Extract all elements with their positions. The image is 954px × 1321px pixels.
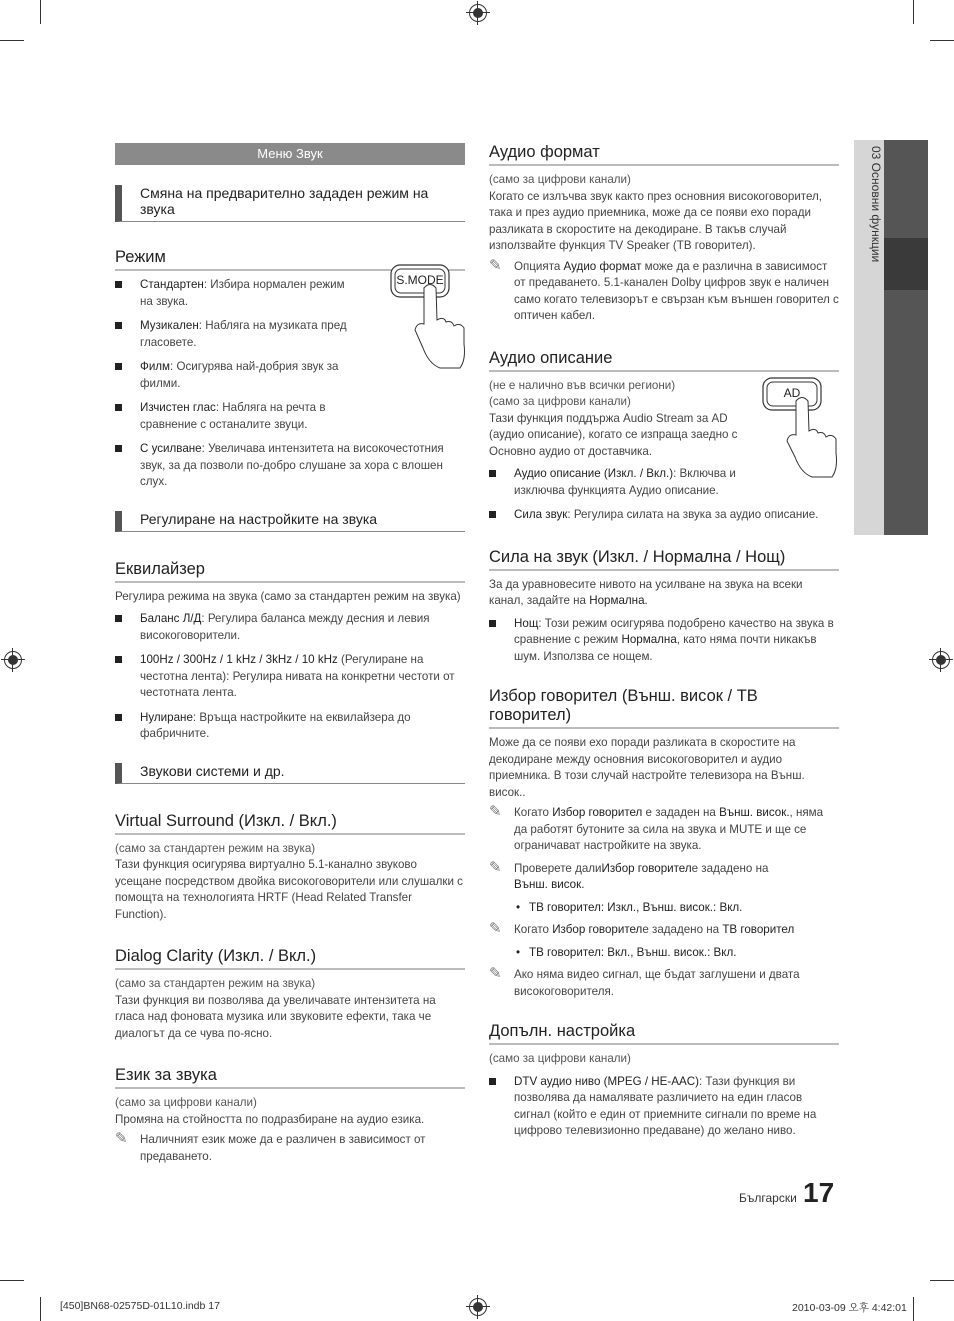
section-desc: Тази функция ви позволява да увеличавате интензитета на гласа над фоновата музика или звуковите ефекти, така че диалогът да се чува по-ясно. xyxy=(115,993,436,1040)
memo-note: ✎ Когато Избор говорителе зададено на ТВ говорител xyxy=(489,920,795,937)
subheading: Регулиране на настройките на звука xyxy=(115,511,465,532)
section-additional-settings xyxy=(489,1022,839,1140)
footer-language: Български xyxy=(739,1191,797,1205)
section-note: (само за цифрови канали) xyxy=(115,1096,257,1109)
crop-mark xyxy=(40,0,41,24)
list-item: 100Hz / 300Hz / 1 kHz / 3kHz / 10 kHz (Регулиране на честотна лента): Регулира нивата на конкретни честоти от честотната лента. xyxy=(115,652,465,702)
menu-title-bar: Меню Звук xyxy=(115,143,465,165)
section-audio-description xyxy=(489,349,839,524)
ad-button-illustration xyxy=(762,377,842,482)
eq-list xyxy=(115,611,465,743)
section-title: Език за звука xyxy=(115,1066,465,1089)
crop-mark xyxy=(913,1297,914,1321)
section-volume xyxy=(489,548,839,666)
section-audio-language xyxy=(115,1066,465,1165)
section-note: (само за стандартен режим на звука) xyxy=(115,841,316,855)
crop-mark xyxy=(913,0,914,24)
section-title: Избор говорител (Външ. висок / ТВ говорител) xyxy=(489,687,839,729)
section-title: Аудио описание xyxy=(489,349,839,372)
section-note: (само за цифрови канали) xyxy=(489,1052,631,1065)
subheading: Звукови системи и др. xyxy=(115,763,465,784)
smode-button-illustration xyxy=(390,264,470,374)
chapter-tab-dark xyxy=(884,140,928,535)
smode-label: S.MODE xyxy=(396,273,444,287)
list-item: Сила звук: Регулира силата на звука за аудио описание. xyxy=(489,507,839,524)
left-column xyxy=(115,143,465,1185)
registration-mark-icon xyxy=(932,651,950,669)
mode-list-wide xyxy=(115,441,465,491)
list-item: Музикален: Набляга на музиката пред гласовете. xyxy=(115,318,360,351)
page-number: 17 xyxy=(803,1177,835,1208)
list-item: Нощ: Този режим осигурява подобрено качество на звука в сравнение с режим Нормална, като няма почти никакъв шум. Използва се нощем. xyxy=(489,616,839,666)
section-title: Еквилайзер xyxy=(115,560,465,583)
crop-mark xyxy=(0,40,24,41)
list-item: С усилване: Увеличава интензитета на високочестотния звук, за да позволи по-добро слушане за хора с влошен слух. xyxy=(115,441,465,491)
right-column xyxy=(489,143,839,1160)
footer-date: 2010-03-09 오후 4:42:01 xyxy=(792,1302,907,1314)
list-item: Филм: Осигурява най-добрия звук за филми. xyxy=(115,359,360,392)
section-dialog-clarity xyxy=(115,947,465,1042)
list-item: Баланс Л/Д: Регулира баланса между десния и левия високоговорители. xyxy=(115,611,465,644)
crop-mark xyxy=(930,40,954,41)
list-item: Нулиране: Връща настройките на еквилайзера до фабричните. xyxy=(115,710,465,743)
memo-icon: ✎ xyxy=(489,803,502,820)
section-title: Virtual Surround (Изкл. / Вкл.) xyxy=(115,812,465,835)
ad-intro xyxy=(489,378,754,461)
section-desc: Тази функция осигурява виртуално 5.1-канално звуково усещане посредством двойка високоговорители или слушалки с помощта на технологията HRTF (Head Related Transfer Function). xyxy=(115,858,463,921)
memo-note: ✎ Наличният език може да е различен в зависимост от предаването. xyxy=(115,1130,426,1163)
section-equalizer xyxy=(115,560,465,743)
memo-note: ✎ Опцията Аудио формат може да е различна в зависимост от предаването. 5.1-канален Dolby цифров звук е наличен само когато телевизорът е свързан към външен говорител с оптичен кабел. xyxy=(489,256,839,322)
memo-icon: ✎ xyxy=(489,965,502,982)
crop-mark xyxy=(930,1280,954,1281)
registration-mark-icon xyxy=(469,1298,487,1316)
section-title: Аудио формат xyxy=(489,143,839,166)
memo-note: ✎ Проверете далиИзбор говорителе зададено на Външ. висок. xyxy=(489,858,769,891)
registration-mark-icon xyxy=(4,651,22,669)
memo-note: ✎ Ако няма видео сигнал, ще бъдат заглушени и двата високоговорителя. xyxy=(489,965,800,998)
memo-icon: ✎ xyxy=(489,256,502,274)
add-list xyxy=(489,1074,839,1140)
mode-list xyxy=(115,277,360,433)
section-title: Режим xyxy=(115,248,465,271)
section-note: (само за стандартен режим на звука) xyxy=(115,977,316,990)
bullet-item: • ТВ говорител: Изкл., Външ. висок.: Вкл. xyxy=(489,900,839,917)
section-mode xyxy=(115,248,465,491)
registration-mark-icon xyxy=(469,4,487,22)
list-item: Аудио описание (Изкл. / Вкл.): Включва и изключва функцията Аудио описание. xyxy=(489,466,744,499)
section-desc: Регулира режима на звука (само за стандартен режим на звука) xyxy=(115,589,461,603)
section-desc: За да уравновесите нивото на усилване на звука на всеки канал, задайте на Нормална. xyxy=(489,577,803,607)
section-speaker-select xyxy=(489,687,839,1000)
memo-icon: ✎ xyxy=(489,858,502,876)
ad-label: AD xyxy=(783,385,801,400)
crop-mark xyxy=(40,1297,41,1321)
section-title: Сила на звук (Изкл. / Нормална / Нощ) xyxy=(489,548,839,571)
section-note: (само за цифрови канали) xyxy=(489,173,631,186)
memo-icon: ✎ xyxy=(115,1130,128,1147)
footer-file: [450]BN68-02575D-01L10.indb 17 xyxy=(60,1300,220,1312)
memo-note: ✎ Когато Избор говорител е зададен на Външ. висок., няма да работят бутоните за сила на звука и MUTE и ще се ограничават настройките на звука. xyxy=(489,803,824,852)
chapter-label: 03 Основни функции xyxy=(869,146,883,263)
list-item: DTV аудио ниво (MPEG / HE-AAC): Тази функция ви позволява да намалявате различието на един гласов сигнал (който е един от приемните сигнали по време на цифрово телевизионно предаване) до желано ниво. xyxy=(489,1074,839,1140)
section-title: Допълн. настройка xyxy=(489,1022,839,1045)
section-desc: Когато се излъчва звук както през основния високоговорител, така и през аудио приемника, може да се появи ехо поради разликата в скоростите на декодиране. В такъв случай използвайте функция TV Speaker (ТВ говорител). xyxy=(489,189,823,252)
bullet-item: • ТВ говорител: Вкл., Външ. висок.: Вкл. xyxy=(489,945,839,962)
section-title: Dialog Clarity (Изкл. / Вкл.) xyxy=(115,947,465,970)
section-audio-format xyxy=(489,143,839,325)
subheading: Смяна на предварително зададен режим на звука xyxy=(115,185,465,222)
section-desc: Тази функция поддържа Audio Stream за AD (аудио описание), когато се изпраща заедно с Основно аудио от доставчика. xyxy=(489,411,738,458)
section-note: (само за цифрови канали) xyxy=(489,395,631,408)
list-item: Стандартен: Избира нормален режим на звука. xyxy=(115,277,360,310)
crop-mark xyxy=(0,1280,24,1281)
section-note: (не е налично във всички региони) xyxy=(489,378,676,392)
section-virtual-surround xyxy=(115,812,465,924)
list-item: Изчистен глас: Набляга на речта в сравнение с останалите звуци. xyxy=(115,400,360,433)
vol-list xyxy=(489,616,839,666)
chapter-tab-marker xyxy=(884,238,928,290)
section-desc: Промяна на стойността по подразбиране на аудио езика. xyxy=(115,1112,425,1126)
section-desc: Може да се появи ехо поради разликата в скоростите на декодиране между основния високоговорител и аудио приемника. В този случай настройте телевизора на Външ. висок.. xyxy=(489,736,805,799)
memo-icon: ✎ xyxy=(489,920,502,937)
